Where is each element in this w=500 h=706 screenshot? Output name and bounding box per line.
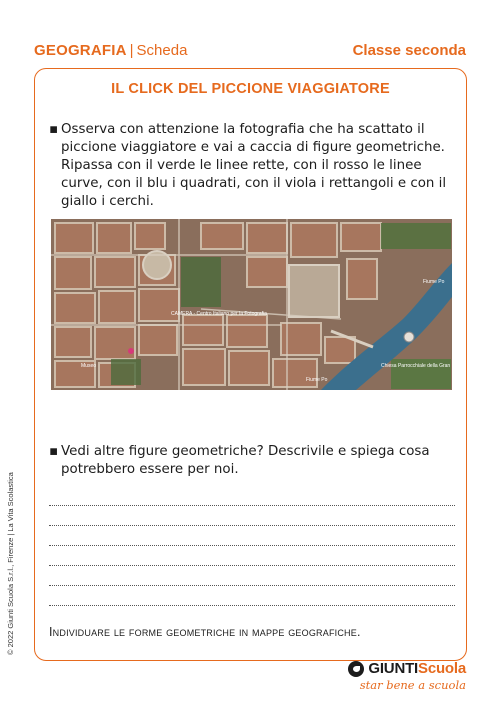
- brand-name: GIUNTI: [368, 660, 419, 677]
- answer-line[interactable]: [49, 486, 455, 506]
- answer-line[interactable]: [49, 546, 455, 566]
- worksheet-card: [34, 68, 480, 661]
- bullet-icon: ▪: [49, 444, 59, 459]
- aerial-map-image: [51, 219, 480, 390]
- question-block: [49, 443, 459, 479]
- aerial-city-photo: [51, 219, 480, 390]
- map-label-camera: CAMERA - Centro Italiano per la Fotografia: [171, 311, 267, 317]
- subject-heading: [34, 42, 187, 59]
- page-header: [34, 40, 466, 60]
- instruction-text: Osserva con attenzione la fotografia che ha scattato il piccione viaggiatore e vai a caccia di figure geometriche. Ripassa con il verde le linee rette, con il rosso le linee curve, con il blu i quadrati, con il viola i rettangoli e con il giallo i cerchi.: [61, 122, 447, 209]
- brand-tagline: star bene a scuola: [359, 678, 466, 692]
- map-label-museum: Museo: [81, 363, 97, 369]
- publisher-brand: [326, 660, 466, 700]
- question-text: Vedi altre figure geometriche? Descrivile e spiega cosa potrebbero essere per noi.: [61, 444, 430, 477]
- copyright-notice: © 2022 Giunti Scuola S.r.l., Firenze | La Vita Scolastica: [6, 472, 15, 655]
- answer-lines[interactable]: [49, 486, 455, 606]
- map-label-church: Chiesa Parrocchiale della Gran Madre di Dio: [381, 363, 480, 369]
- answer-line[interactable]: [49, 526, 455, 546]
- worksheet-title: IL CLICK DEL PICCIONE VIAGGIATORE: [111, 81, 390, 97]
- answer-line[interactable]: [49, 586, 455, 606]
- grade-label: Classe seconda: [352, 41, 466, 59]
- instruction-block: [49, 121, 459, 211]
- map-label-river-1: Fiume Po: [306, 377, 328, 383]
- answer-line[interactable]: [49, 566, 455, 586]
- learning-objective: Individuare le forme geometriche in mappe geografiche.: [49, 625, 361, 639]
- brand-logo: [326, 660, 466, 677]
- giunti-logo-icon: [348, 661, 364, 677]
- bullet-icon: ▪: [49, 122, 59, 137]
- subject-label: GEOGRAFIA: [34, 41, 127, 59]
- answer-line[interactable]: [49, 506, 455, 526]
- sheet-label: Scheda: [136, 41, 188, 59]
- brand-name-suffix: Scuola: [418, 660, 466, 677]
- map-label-river-2: Fiume Po: [423, 279, 445, 285]
- header-separator: |: [129, 41, 134, 59]
